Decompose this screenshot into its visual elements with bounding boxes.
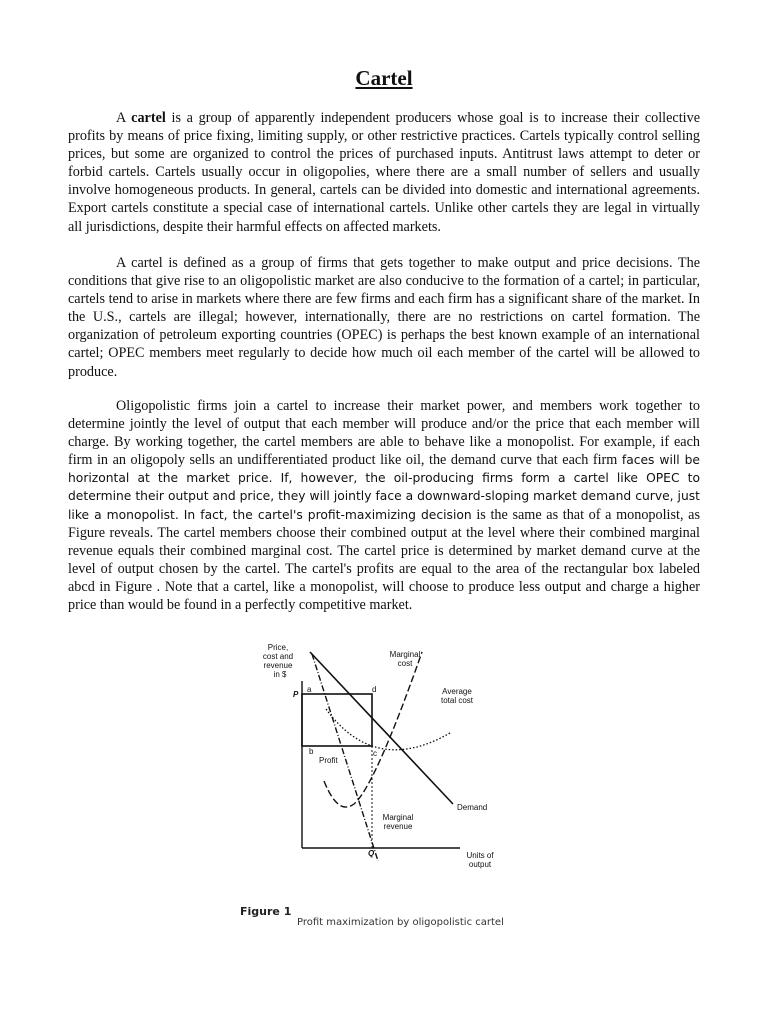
demand-curve bbox=[310, 652, 453, 804]
profit-rectangle bbox=[302, 694, 372, 746]
atc-label-line-2: total cost bbox=[440, 696, 474, 705]
cartel-profit-figure bbox=[250, 636, 510, 876]
point-c-label: c bbox=[373, 749, 377, 758]
x-axis-label-line-1: Units of bbox=[466, 851, 494, 860]
mr-label-line-1: Marginal bbox=[382, 813, 414, 822]
p1-body: is a group of apparently independent producers whose goal is to increase their collective profits by means of price fixing, limiting supply, or other restrictive practices. Cartels typically control selling prices, but some are organized to control the prices of purchased inputs. Antitrust laws attempt to deter or forbid cartels. Cartels usually occur in oligopolies, where there are a small number of sellers and usually involve homogeneous products. In general, cartels can be divided into domestic and international agreements. Export cartels constitute a special case of international cartels. Unlike other cartels they are legal in virtually all jurisdictions, despite their harmful effects on affected markets. bbox=[68, 110, 700, 235]
demand-label: Demand bbox=[457, 803, 488, 812]
profit-label: Profit bbox=[319, 756, 338, 765]
figure-caption-text: Profit maximization by oligopolistic cartel bbox=[297, 917, 504, 928]
p3-part-b: faces will be horizontal at the market price. If, however, the oil-producing firms form a cartel like OPEC to determine their output and price, they will jointly face a downward-sloping market demand curve, just like a monopolist. In fact, the cartel's profit-maximizing decision bbox=[68, 453, 700, 522]
p3-part-c: is the same as that of a monopolist, as Figure reveals. The cartel members choose their combined output at the level where their combined marginal revenue equals their combined marginal cost. The cartel price is determined by market demand curve at the level of output chosen by the cartel. The cartel's profits are equal to the area of the rectangular box labeled abcd in Figure . Note that a cartel, like a monopolist, will choose to produce less output and charge a higher price than would be found in a perfectly competitive market. bbox=[68, 506, 700, 614]
marginal-cost-label-line-2: cost bbox=[397, 659, 413, 668]
y-axis-label-line-3: revenue bbox=[263, 661, 293, 670]
quantity-label: Q bbox=[368, 849, 375, 858]
mr-label-line-2: revenue bbox=[383, 822, 413, 831]
paragraph-2: A cartel is defined as a group of firms that gets together to make output and price decisions. The conditions that give rise to an oligopolistic market are also conducive to the formation of a cartel; in particular, cartels tend to arise in markets where there are few firms and each firm has a significant share of the market. In the U.S., cartels are illegal; however, internationally, there are no restrictions on cartel formation. The organization of petroleum exporting countries (OPEC) is perhaps the best known example of an international cartel; OPEC members meet regularly to decide how much oil each member of the cartel will be allowed to produce. bbox=[68, 255, 700, 380]
x-axis-label-line-2: output bbox=[468, 860, 492, 869]
y-axis-label-line-4: in $ bbox=[273, 670, 287, 679]
y-axis-label-line-1: Price, bbox=[267, 643, 289, 652]
p1-intro: A bbox=[116, 110, 132, 126]
atc-label-line-1: Average bbox=[442, 687, 472, 696]
price-label: P bbox=[293, 690, 299, 699]
page-title: Cartel bbox=[355, 66, 413, 90]
point-b-label: b bbox=[309, 747, 314, 756]
figure-caption-label: Figure 1 bbox=[240, 905, 292, 918]
y-axis-label-line-2: cost and bbox=[262, 652, 294, 661]
paragraph-1 bbox=[68, 109, 700, 236]
p3-part-a: Oligopolistic firms join a cartel to increase their market power, and members work together to determine jointly the level of output that each member will produce and/or the price that each member will charge. By working together, the cartel members are able to behave like a monopolist. For example, if each firm in an oligopoly sells an undifferentiated product like oil, the demand curve that each firm bbox=[68, 398, 700, 469]
point-d-label: d bbox=[372, 685, 377, 694]
marginal-cost-label-line-1: Marginal bbox=[389, 650, 421, 659]
paragraph-3 bbox=[68, 397, 700, 614]
marginal-cost-curve bbox=[324, 652, 422, 807]
point-a-label: a bbox=[307, 685, 312, 694]
term-cartel: cartel bbox=[131, 110, 166, 126]
